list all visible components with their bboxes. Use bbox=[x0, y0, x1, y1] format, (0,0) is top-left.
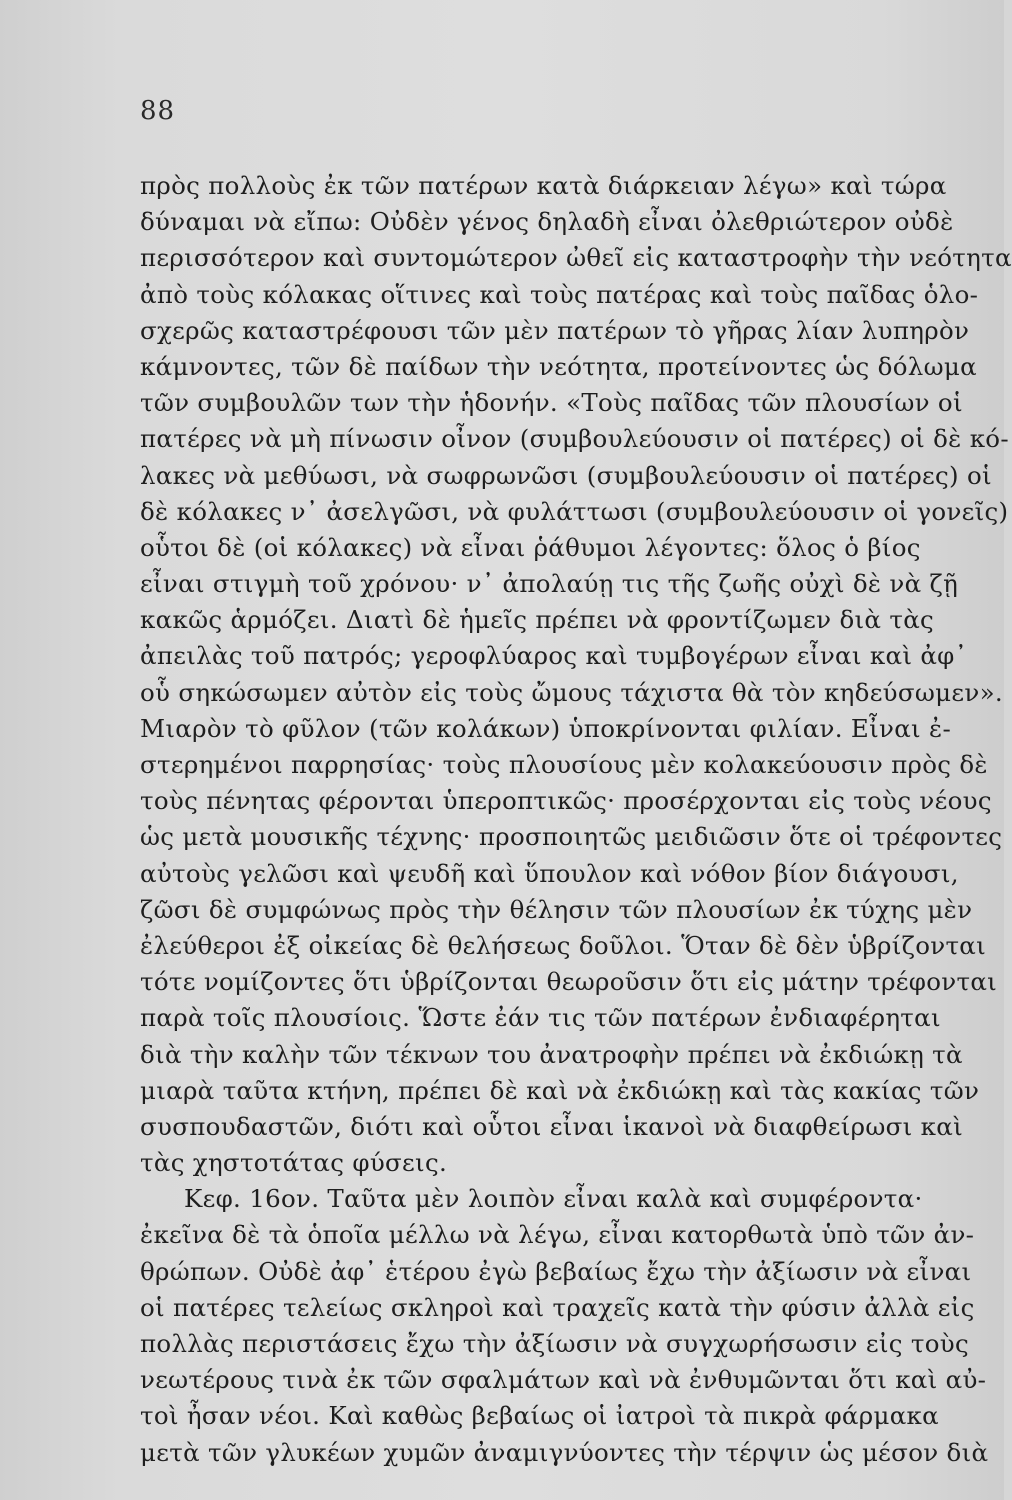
text-line: ζῶσι δὲ συμφώνως πρὸς τὴν θέλησιν τῶν πλουσίων ἐκ τύχης μὲν bbox=[140, 894, 973, 924]
text-line: νεωτέρους τινὰ ἐκ τῶν σφαλμάτων καὶ νὰ ἐνθυμῶνται ὅτι καὶ αὐ- bbox=[140, 1365, 987, 1395]
text-line: τὰς χηστοτάτας φύσεις. bbox=[140, 1148, 448, 1178]
text-line: ἀπειλὰς τοῦ πατρός; γεροφλύαρος καὶ τυμβογέρων εἶναι καὶ ἀφ᾽ bbox=[140, 641, 968, 671]
text-line: οἱ πατέρες τελείως σκληροὶ καὶ τραχεῖς κατὰ τὴν φύσιν ἀλλὰ εἰς bbox=[140, 1292, 975, 1322]
text-line: τῶν συμβουλῶν των τὴν ἡδονήν. «Τοὺς παῖδας τῶν πλουσίων οἱ bbox=[140, 388, 963, 418]
page-number: 88 bbox=[140, 96, 176, 126]
text-line: τοὶ ἦσαν νέοι. Καὶ καθὼς βεβαίως οἱ ἰατροὶ τὰ πικρὰ φάρμακα bbox=[140, 1401, 940, 1431]
text-line: τότε νομίζοντες ὅτι ὑβρίζονται θεωροῦσιν ὅτι εἰς μάτην τρέφονται bbox=[140, 967, 998, 997]
text-line: ἐκεῖνα δὲ τὰ ὁποῖα μέλλω νὰ λέγω, εἶναι κατορθωτὰ ὑπὸ τῶν ἀν- bbox=[140, 1220, 975, 1250]
text-line: κακῶς ἁρμόζει. Διατὶ δὲ ἡμεῖς πρέπει νὰ φροντίζωμεν διὰ τὰς bbox=[140, 605, 935, 635]
text-line: μετὰ τῶν γλυκέων χυμῶν ἀναμιγνύοντες τὴν τέρψιν ὡς μέσον διὰ bbox=[140, 1437, 989, 1467]
text-line: δύναμαι νὰ εἴπω: Οὐδὲν γένος δηλαδὴ εἶναι ὀλεθριώτερον οὐδὲ bbox=[140, 207, 954, 237]
text-line: κάμνοντες, τῶν δὲ παίδων τὴν νεότητα, προτείνοντες ὡς δόλωμα bbox=[140, 351, 977, 381]
text-line: στερημένοι παρρησίας· τοὺς πλουσίους μὲν κολακεύουσιν πρὸς δὲ bbox=[140, 750, 988, 779]
text-line: πολλὰς περιστάσεις ἔχω τὴν ἀξίωσιν νὰ συγχωρήσωσιν εἰς τοὺς bbox=[140, 1329, 969, 1358]
text-line: εἶναι στιγμὴ τοῦ χρόνου· ν᾽ ἀπολαύῃ τις τῆς ζωῆς οὐχὶ δὲ νὰ ζῇ bbox=[140, 569, 959, 599]
text-line: διὰ τὴν καλὴν τῶν τέκνων του ἀνατροφὴν πρέπει νὰ ἐκδιώκῃ τὰ bbox=[140, 1039, 963, 1069]
text-line: μιαρὰ ταῦτα κτήνη, πρέπει δὲ καὶ νὰ ἐκδιώκῃ καὶ τὰς κακίας τῶν bbox=[140, 1075, 980, 1105]
body-text bbox=[140, 168, 1012, 1471]
text-line: συσπουδαστῶν, διότι καὶ οὗτοι εἶναι ἱκανοὶ νὰ διαφθείρωσι καὶ bbox=[140, 1111, 963, 1141]
text-line: περισσότερον καὶ συντομώτερον ὠθεῖ εἰς καταστροφὴν τὴν νεότητα bbox=[140, 243, 1012, 273]
text-line: ἀπὸ τοὺς κόλακας οἵτινες καὶ τοὺς πατέρας καὶ τοὺς παῖδας ὁλο- bbox=[140, 279, 979, 309]
text-line: αὐτοὺς γελῶσι καὶ ψευδῆ καὶ ὕπουλον καὶ νόθον βίον διάγουσι, bbox=[140, 858, 959, 888]
text-line: πατέρες νὰ μὴ πίνωσιν οἶνον (συμβουλεύουσιν οἱ πατέρες) οἱ δὲ κό- bbox=[140, 424, 1009, 454]
text-line: τοὺς πένητας φέρονται ὑπεροπτικῶς· προσέρχονται εἰς τοὺς νέους bbox=[140, 786, 992, 816]
text-line: οὗ σηκώσωμεν αὐτὸν εἰς τοὺς ὤμους τάχιστα θὰ τὸν κηδεύσωμεν». bbox=[140, 677, 1003, 707]
text-line: πρὸς πολλοὺς ἐκ τῶν πατέρων κατὰ διάρκειαν λέγω» καὶ τώρα bbox=[140, 171, 947, 200]
text-line: Μιαρὸν τὸ φῦλον (τῶν κολάκων) ὑποκρίνονται φιλίαν. Εἶναι ἐ- bbox=[140, 713, 952, 743]
text-line: παρὰ τοῖς πλουσίοις. Ὥστε ἐάν τις τῶν πατέρων ἐνδιαφέρηται bbox=[140, 1003, 941, 1033]
text-line: ὡς μετὰ μουσικῆς τέχνης· προσποιητῶς μειδιῶσιν ὅτε οἱ τρέφοντες bbox=[140, 822, 1003, 852]
text-line: ἐλεύθεροι ἐξ οἰκείας δὲ θελήσεως δοῦλοι. Ὅταν δὲ δὲν ὑβρίζονται bbox=[140, 930, 987, 960]
text-line: οὗτοι δὲ (οἱ κόλακες) νὰ εἶναι ῥάθυμοι λέγοντες: ὅλος ὁ βίος bbox=[140, 532, 921, 562]
text-line: θρώπων. Οὐδὲ ἀφ᾽ ἑτέρου ἐγὼ βεβαίως ἔχω τὴν ἀξίωσιν νὰ εἶναι bbox=[140, 1256, 972, 1286]
text-line: λακες νὰ μεθύωσι, νὰ σωφρωνῶσι (συμβουλεύουσιν οἱ πατέρες) οἱ bbox=[140, 460, 992, 490]
text-line: δὲ κόλακες ν᾽ ἀσελγῶσι, νὰ φυλάττωσι (συμβουλεύουσιν οἱ γονεῖς) bbox=[140, 496, 1009, 526]
text-line: σχερῶς καταστρέφουσι τῶν μὲν πατέρων τὸ γῆρας λίαν λυπηρὸν bbox=[140, 315, 970, 345]
chapter-heading-line: Κεφ. 16ον. Ταῦτα μὲν λοιπὸν εἶναι καλὰ καὶ συμφέροντα· bbox=[184, 1184, 923, 1214]
